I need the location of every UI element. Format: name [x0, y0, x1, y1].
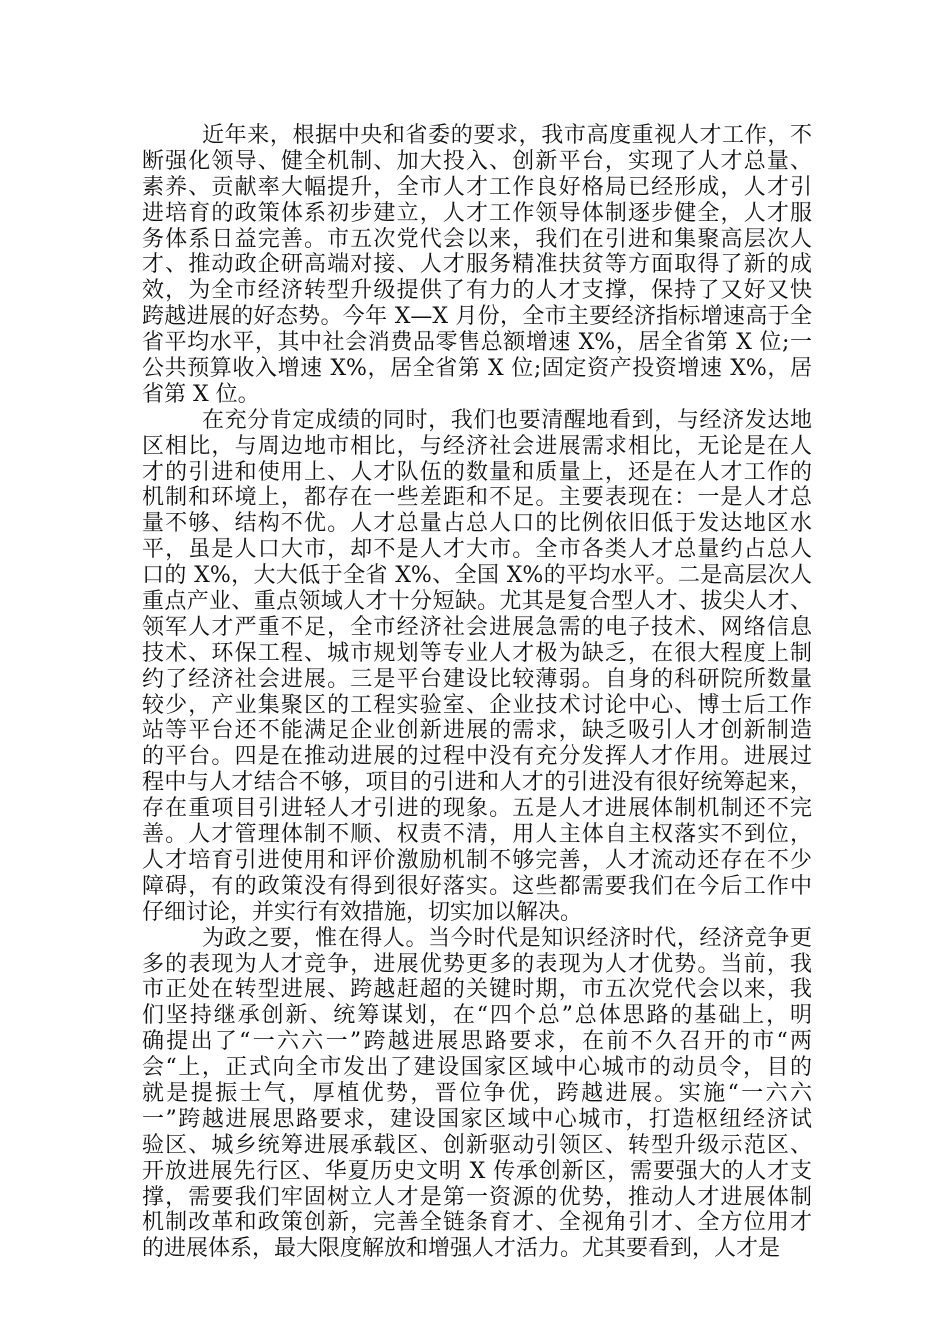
- text-line: 在充分肯定成绩的同时，我们也要清醒地看到，与经济发达地: [202, 407, 812, 433]
- text-line: 平，虽是人口大市，却不是人才大市。全市各类人才总量约占总人: [142, 537, 812, 563]
- text-line: 多的表现为人才竞争，进展优势更多的表现为人才优势。当前，我: [142, 951, 812, 977]
- text-line: 验区、城乡统筹进展承载区、创新驱动引领区、转型升级示范区、: [142, 1132, 812, 1158]
- text-line: 的平台。四是在推动进展的过程中没有充分发挥人才作用。进展过: [142, 744, 812, 770]
- text-line: 一”跨越进展思路要求，建设国家区域中心城市，打造枢纽经济试: [142, 1106, 812, 1132]
- text-line: 量不够、结构不优。人才总量占总人口的比例依旧低于发达地区水: [142, 511, 812, 537]
- text-line: 省平均水平，其中社会消费品零售总额增速 X%，居全省第 X 位;一: [142, 330, 812, 356]
- text-line: 技术、环保工程、城市规划等专业人才极为缺乏，在很大程度上制: [142, 640, 812, 666]
- text-line: 障碍，有的政策没有得到很好落实。这些都需要我们在今后工作中: [142, 873, 812, 899]
- text-line: 较少，产业集聚区的工程实验室、企业技术讨论中心、博士后工作: [142, 692, 812, 718]
- document-body: [142, 123, 812, 1262]
- text-line: 存在重项目引进轻人才引进的现象。五是人才进展体制机制还不完: [142, 796, 812, 822]
- paragraph-1: [142, 123, 812, 408]
- text-line: 近年来，根据中央和省委的要求，我市高度重视人才工作，不: [202, 123, 812, 148]
- text-line: 撑，需要我们牢固树立人才是第一资源的优势，推动人才进展体制: [142, 1184, 812, 1210]
- text-line: 机制和环境上，都存在一些差距和不足。主要表现在：一是人才总: [142, 485, 812, 511]
- text-line: 效，为全市经济转型升级提供了有力的人才支撑，保持了又好又快: [142, 278, 812, 304]
- text-line: 就是提振士气，厚植优势，晋位争优，跨越进展。实施“一六六: [142, 1080, 812, 1106]
- text-line: 们坚持继承创新、统筹谋划，在“四个总”总体思路的基础上，明: [142, 1003, 812, 1029]
- text-line: 口的 X%，大大低于全省 X%、全国 X%的平均水平。二是高层次人: [142, 563, 812, 589]
- text-line: 断强化领导、健全机制、加大投入、创新平台，实现了人才总量、: [142, 148, 812, 174]
- text-line: 素养、贡献率大幅提升，全市人才工作良好格局已经形成，人才引: [142, 174, 812, 200]
- text-line: 仔细讨论，并实行有效措施，切实加以解决。: [142, 899, 583, 925]
- text-line: 的进展体系，最大限度解放和增强人才活力。尤其要看到，人才是: [142, 1236, 781, 1262]
- text-line: 公共预算收入增速 X%，居全省第 X 位;固定资产投资增速 X%，居: [142, 356, 812, 382]
- text-line: 机制改革和政策创新，完善全链条育才、全视角引才、全方位用才: [142, 1210, 812, 1236]
- text-line: 务体系日益完善。市五次党代会以来，我们在引进和集聚高层次人: [142, 226, 812, 252]
- text-line: 跨越进展的好态势。今年 X—X 月份，全市主要经济指标增速高于全: [142, 304, 812, 330]
- text-line: 重点产业、重点领域人才十分短缺。尤其是复合型人才、拔尖人才、: [142, 589, 812, 615]
- text-line: 程中与人才结合不够，项目的引进和人才的引进没有很好统筹起来，: [142, 770, 812, 796]
- text-line: 为政之要，惟在得人。当今时代是知识经济时代，经济竞争更: [202, 925, 812, 951]
- paragraph-2: [142, 408, 812, 926]
- text-line: 确提出了“一六六一”跨越进展思路要求，在前不久召开的市“两: [142, 1029, 812, 1055]
- text-line: 善。人才管理体制不顺、权责不清，用人主体自主权落实不到位，: [142, 822, 812, 848]
- paragraph-3: [142, 926, 812, 1263]
- text-line: 市正处在转型进展、跨越赶超的关键时期，市五次党代会以来，我: [142, 977, 812, 1003]
- text-line: 站等平台还不能满足企业创新进展的需求，缺乏吸引人才创新制造: [142, 718, 812, 744]
- text-line: 人才培育引进使用和评价激励机制不够完善，人才流动还存在不少: [142, 847, 812, 873]
- text-line: 省第 X 位。: [142, 381, 260, 407]
- text-line: 区相比，与周边地市相比，与经济社会进展需求相比，无论是在人: [142, 433, 812, 459]
- text-line: 才的引进和使用上、人才队伍的数量和质量上，还是在人才工作的: [142, 459, 812, 485]
- text-line: 进培育的政策体系初步建立，人才工作领导体制逐步健全，人才服: [142, 200, 812, 226]
- text-line: 约了经济社会进展。三是平台建设比较薄弱。自身的科研院所数量: [142, 666, 812, 692]
- text-line: 会“上，正式向全市发出了建设国家区域中心城市的动员令，目的: [142, 1055, 812, 1081]
- text-line: 开放进展先行区、华夏历史文明 X 传承创新区，需要强大的人才支: [142, 1158, 812, 1184]
- text-line: 才、推动政企研高端对接、人才服务精准扶贫等方面取得了新的成: [142, 252, 812, 278]
- text-line: 领军人才严重不足，全市经济社会进展急需的电子技术、网络信息: [142, 614, 812, 640]
